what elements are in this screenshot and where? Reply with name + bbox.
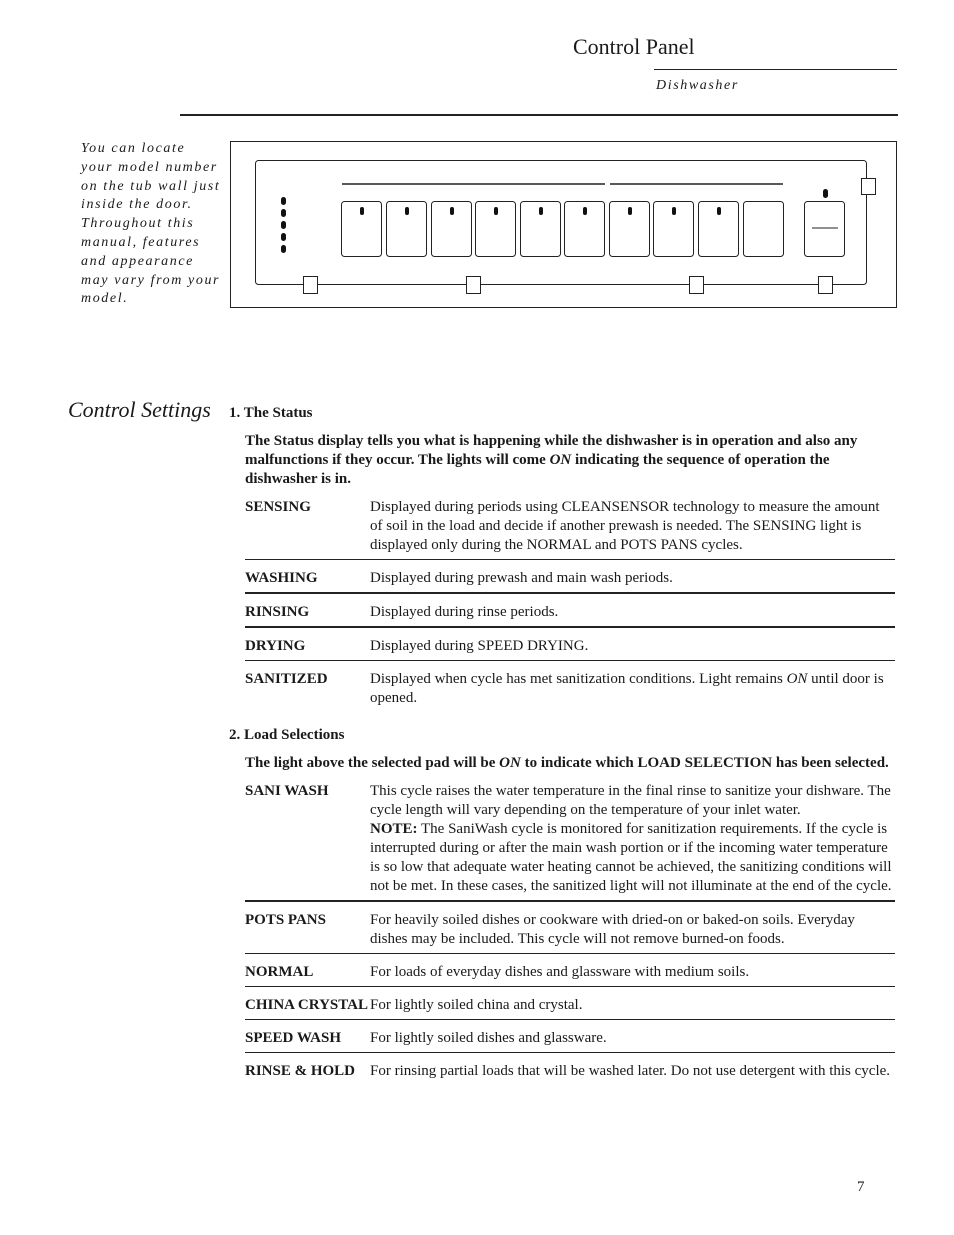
load-row-normal	[245, 954, 895, 987]
description: Displayed during SPEED DRYING.	[370, 627, 895, 661]
start-indicator-light	[823, 189, 828, 198]
term: RINSE & HOLD	[245, 1063, 356, 1079]
term: DRYING	[245, 627, 370, 661]
status-row-washing	[245, 560, 895, 594]
description: Displayed during rinse periods.	[370, 593, 895, 627]
pad-10	[744, 202, 784, 257]
model-location-note: You can locate your model number on the tub wall just inside the door. Throughout this manual, features and appearance may vary from your model.	[81, 141, 221, 307]
description: Displayed during periods using CLEANSENSOR technology to measure the amount of soil in the load and decide if another prewash is needed. The SENSING light is displayed only during the NORMAL and POTS PANS cycles.	[370, 498, 895, 560]
load-row-pots-pans	[245, 901, 895, 954]
load-row-speed-wash	[245, 1020, 895, 1053]
term: RINSING	[245, 593, 370, 627]
term: SANI WASH	[245, 782, 370, 901]
term: WASHING	[245, 560, 370, 594]
page-number: 7	[857, 1179, 865, 1195]
term: NORMAL	[245, 954, 370, 987]
page-title: Control Panel	[573, 34, 695, 59]
description: For rinsing partial loads that will be washed later. Do not use detergent with this cycle.	[370, 1063, 891, 1079]
term: SPEED WASH	[245, 1020, 370, 1053]
load-row-sani-wash	[245, 782, 895, 901]
load-row-china-crystal	[245, 987, 895, 1020]
control-panel-diagram	[230, 141, 897, 308]
description: Displayed during prewash and main wash periods.	[370, 560, 895, 594]
control-settings-content	[229, 404, 895, 1085]
status-row-rinsing	[245, 593, 895, 627]
title-rule	[654, 69, 897, 70]
description: Displayed when cycle has met sanitization conditions. Light remains ON until door is opened.	[370, 671, 884, 706]
load-heading: 2. Load Selections	[229, 727, 345, 743]
term: SENSING	[245, 498, 370, 560]
status-heading: 1. The Status	[229, 405, 313, 421]
start-pad[interactable]	[805, 202, 845, 257]
status-table	[245, 498, 895, 712]
status-row-drying	[245, 627, 895, 661]
description: For heavily soiled dishes or cookware with dried-on or baked-on soils. Everyday dishes may be included. This cycle will not remove burned-on foods.	[370, 901, 895, 954]
section-title: Control Settings	[68, 397, 211, 422]
load-row-rinse-hold	[245, 1053, 895, 1086]
description: This cycle raises the water temperature in the final rinse to sanitize your dishware. The cycle length will vary depending on the temperature of your inlet water. NOTE: The SaniWash cycle is monitored for sanitization requirements. If the cycle is interrupted during or after the main wash portion or if the incoming water temperature is so low that adequate water heating cannot be achieved, the sanitizing conditions will not be met. In these cases, the sanitized light will not illuminate at the end of the cycle.	[370, 782, 895, 901]
load-intro: The light above the selected pad will be ON to indicate which LOAD SELECTION has been selected.	[245, 755, 889, 771]
status-intro: The Status display tells you what is happening while the dishwasher is in operation and also any malfunctions if they occur. The lights will come ON indicating the sequence of operation the dishwasher is in.	[245, 433, 858, 487]
term: POTS PANS	[245, 901, 370, 954]
header-rule	[180, 114, 898, 116]
status-row-sanitized	[245, 661, 895, 713]
description: For loads of everyday dishes and glassware with medium soils.	[370, 954, 895, 987]
status-row-sensing	[245, 498, 895, 560]
description: For lightly soiled china and crystal.	[370, 987, 895, 1020]
description: For lightly soiled dishes and glassware.	[370, 1020, 895, 1053]
load-table	[245, 782, 895, 1085]
term: CHINA CRYSTAL	[245, 987, 370, 1020]
page-subtitle: Dishwasher	[656, 78, 739, 93]
term: SANITIZED	[245, 671, 328, 687]
